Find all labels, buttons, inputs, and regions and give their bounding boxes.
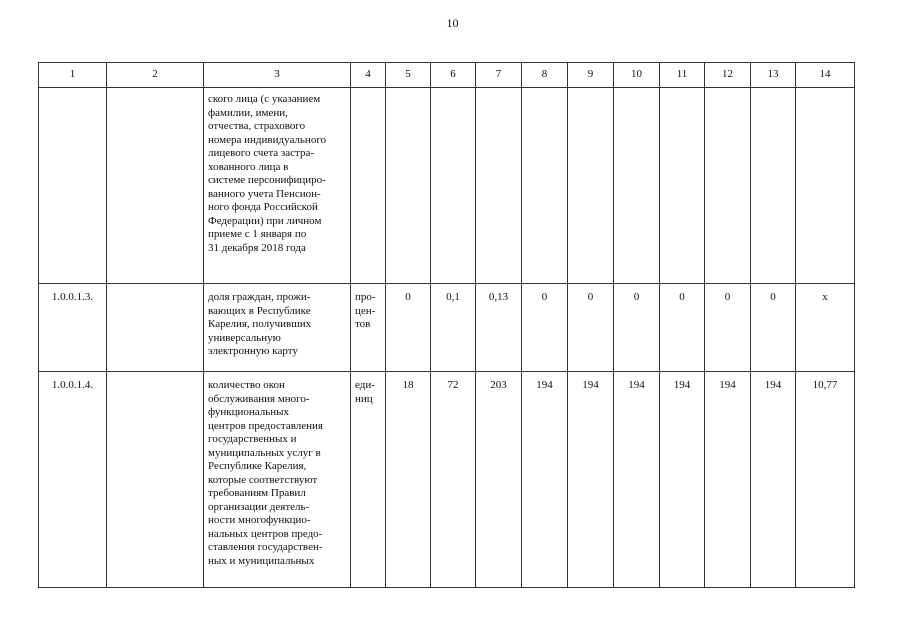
table-cell (107, 88, 204, 284)
column-header: 6 (431, 63, 476, 88)
value-cell: 18 (386, 372, 431, 588)
indicator-code: 1.0.0.1.3. (39, 284, 107, 372)
value-cell: 0 (660, 284, 705, 372)
column-header: 9 (568, 63, 614, 88)
value-cell (796, 88, 855, 284)
column-header: 12 (705, 63, 751, 88)
column-header: 1 (39, 63, 107, 88)
value-cell: 194 (614, 372, 660, 588)
value-cell (476, 88, 522, 284)
value-cell: 194 (522, 372, 568, 588)
value-cell (614, 88, 660, 284)
column-header: 8 (522, 63, 568, 88)
value-cell: 0 (386, 284, 431, 372)
table-row (39, 88, 855, 284)
table-row (39, 372, 855, 588)
value-cell (705, 88, 751, 284)
value-cell: 0 (522, 284, 568, 372)
value-cell: 0 (568, 284, 614, 372)
table-cell (107, 372, 204, 588)
column-header: 5 (386, 63, 431, 88)
value-cell (522, 88, 568, 284)
column-header: 2 (107, 63, 204, 88)
page-number: 10 (446, 16, 459, 30)
indicators-table (38, 62, 855, 588)
column-header: 7 (476, 63, 522, 88)
indicator-unit (351, 88, 386, 284)
table-cell (107, 284, 204, 372)
value-cell: 0,13 (476, 284, 522, 372)
value-cell: 194 (660, 372, 705, 588)
value-cell: 194 (751, 372, 796, 588)
indicator-code (39, 88, 107, 284)
indicator-unit: про- цен- тов (351, 284, 386, 372)
value-cell (386, 88, 431, 284)
value-cell: 0 (614, 284, 660, 372)
value-cell: 72 (431, 372, 476, 588)
indicator-unit: еди- ниц (351, 372, 386, 588)
indicator-description: ского лица (с указанием фамилии, имени, отчества, страхового номера индивидуального лицевого счета застра- хованного лица в системе персонифициро- ванного учета Пенсион- ного фонда Российской Федерации) при личном приеме с 1 января по 31 декабря 2018 года (204, 88, 351, 284)
value-cell (431, 88, 476, 284)
value-cell: 0 (705, 284, 751, 372)
value-cell: 10,77 (796, 372, 855, 588)
indicator-description: доля граждан, прожи- вающих в Республике Карелия, получивших универсальную электронную карту (204, 284, 351, 372)
column-header: 3 (204, 63, 351, 88)
indicator-description: количество окон обслуживания много- функциональных центров предоставления государственных и муниципальных услуг в Республике Карелия, которые соответствуют требованиям Правил организации деятель- ности многофункцио- нальных центров предо- ставления государствен- ных и муниципальных (204, 372, 351, 588)
column-header: 4 (351, 63, 386, 88)
value-cell (751, 88, 796, 284)
header-row (39, 63, 855, 88)
value-cell: 0 (751, 284, 796, 372)
value-cell (568, 88, 614, 284)
column-header: 14 (796, 63, 855, 88)
value-cell: 0,1 (431, 284, 476, 372)
value-cell: 194 (568, 372, 614, 588)
value-cell (660, 88, 705, 284)
column-header: 10 (614, 63, 660, 88)
value-cell: х (796, 284, 855, 372)
column-header: 13 (751, 63, 796, 88)
indicator-code: 1.0.0.1.4. (39, 372, 107, 588)
value-cell: 194 (705, 372, 751, 588)
column-header: 11 (660, 63, 705, 88)
table-row (39, 284, 855, 372)
value-cell: 203 (476, 372, 522, 588)
